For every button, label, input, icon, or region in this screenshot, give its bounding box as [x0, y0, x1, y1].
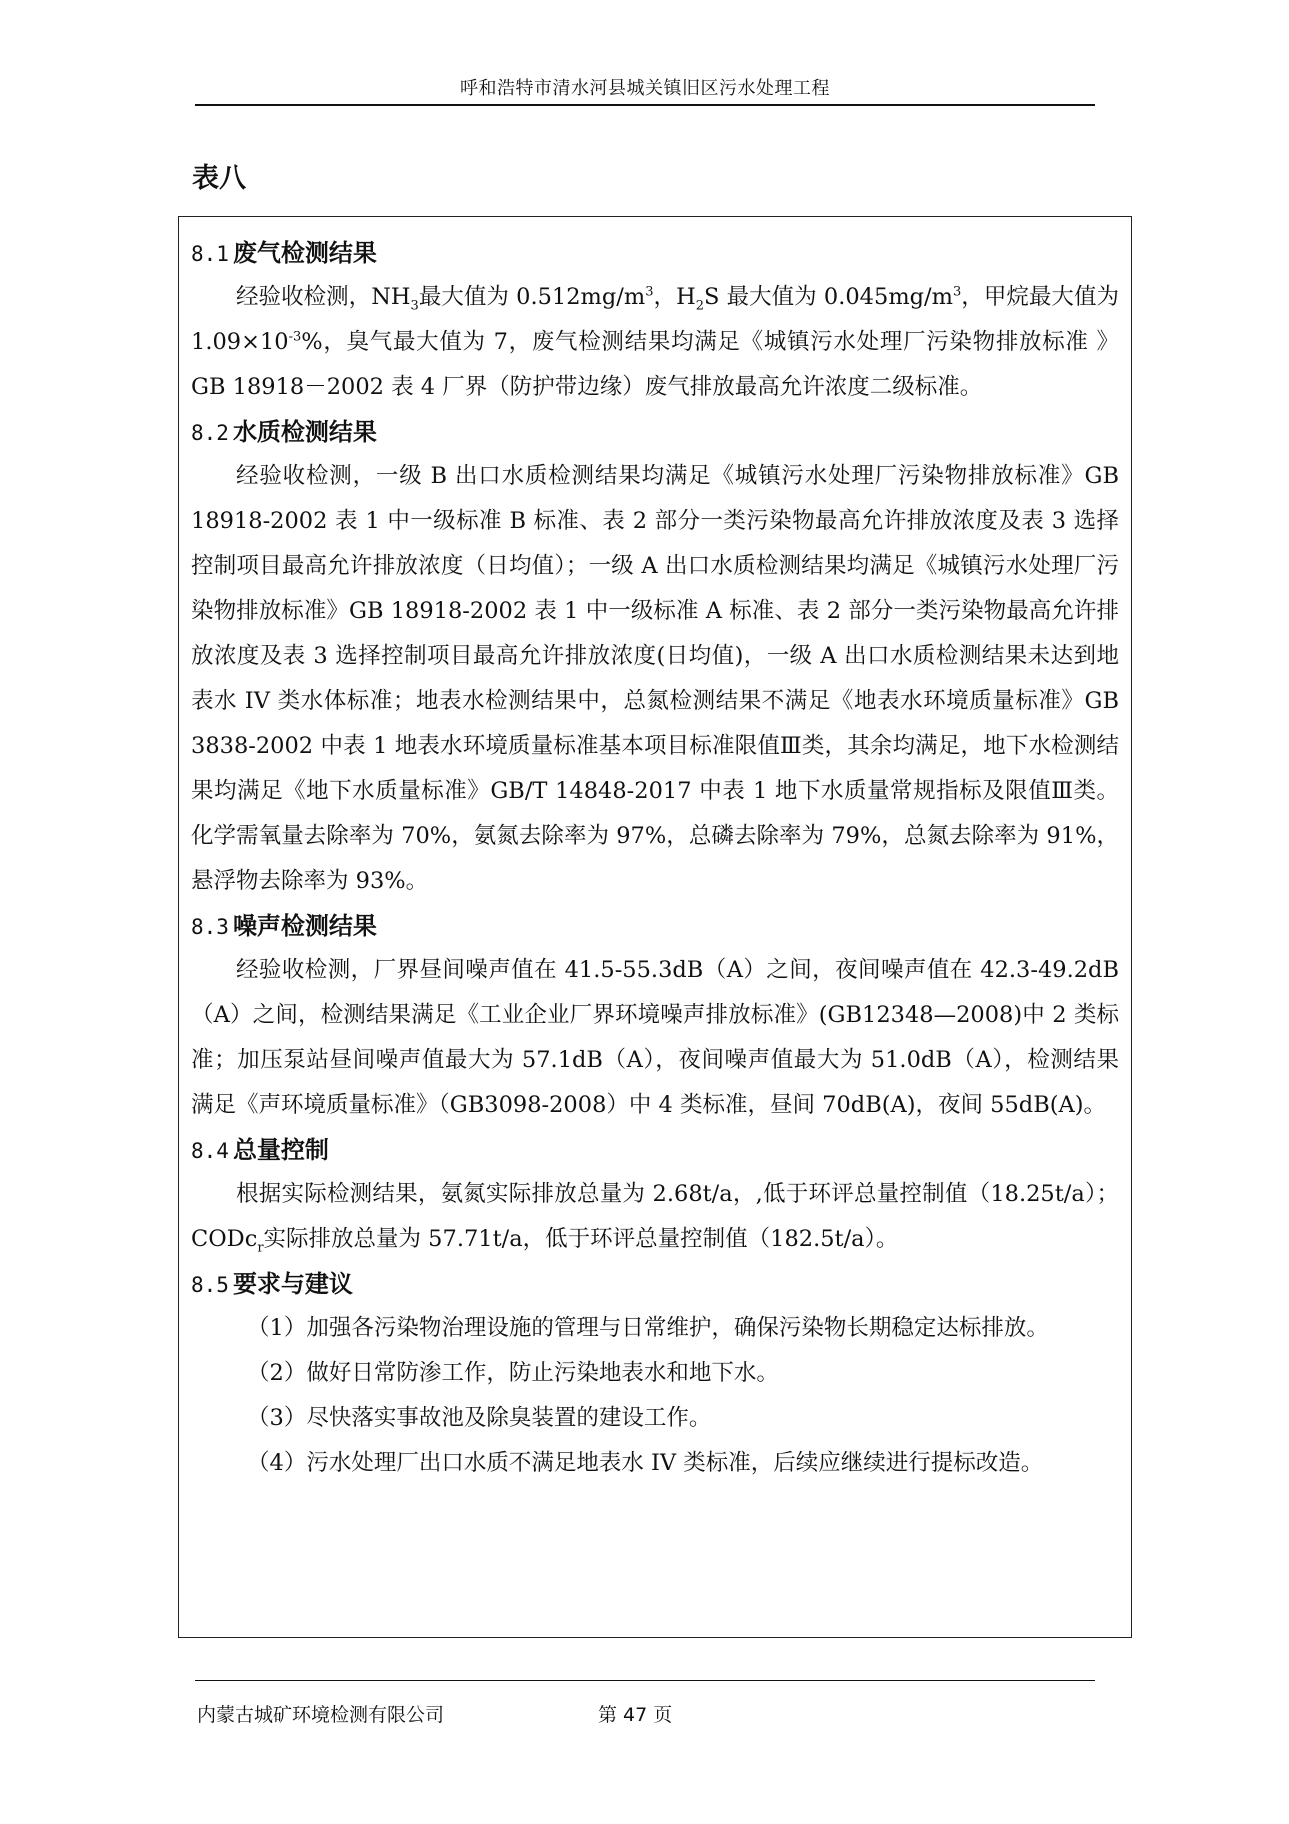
subscript: r	[257, 1240, 264, 1256]
section-title: 噪声检测结果	[232, 912, 377, 940]
subscript: 2	[695, 298, 704, 314]
footer-company: 内蒙古城矿环境检测有限公司	[197, 1704, 445, 1726]
content-box	[178, 216, 1132, 1638]
section-text-8-4	[191, 1172, 1119, 1262]
superscript: -3	[288, 329, 302, 345]
page-number: 第 47 页	[598, 1704, 673, 1726]
section-text-8-2: 经验收检测，一级 B 出口水质检测结果均满足《城镇污水处理厂污染物排放标准》GB 18918-2002 表 1 中一级标准 B 标准、表 2 部分一类污染物最高允许排放浓度及表 3 选择控制项目最高允许排放浓度（日均值）；一级 A 出口水质检测结果均满足《城镇污水处理厂污染物排放标准》GB 18918-2002 表 1 中一级标准 A 标准、表 2 部分一类污染物最高允许排放浓度及表 3 选择控制项目最高允许排放浓度(日均值)，一级 A 出口水质检测结果未达到地表水 IV 类水体标准；地表水检测结果中，总氮检测结果不满足《地表水环境质量标准》GB 3838-2002 中表 1 地表水环境质量标准基本项目标准限值Ⅲ类，其余均满足，地下水检测结果均满足《地下水质量标准》GB/T 14848-2017 中表 1 地下水质量常规指标及限值Ⅲ类。化学需氧量去除率为 70%，氨氮去除率为 97%，总磷去除率为 79%，总氮去除率为 91%，悬浮物去除率为 93%。	[191, 463, 1119, 894]
section-heading-8-4	[191, 1128, 1119, 1172]
section-title: 废气检测结果	[232, 239, 377, 267]
text-run: ，甲烷最大值为 1.09×10	[191, 284, 1119, 355]
page-header-title: 呼和浩特市清水河县城关镇旧区污水处理工程	[460, 78, 830, 99]
text-run: 实际排放总量为 57.71t/a，低于环评总量控制值（182.5t/a）。	[263, 1226, 899, 1252]
text-run: 最大值为 0.512mg/m	[418, 284, 646, 310]
table-label: 表八	[192, 163, 246, 194]
section-number: 8.5	[191, 1273, 229, 1297]
section-text-8-3: 经验收检测，厂界昼间噪声值在 41.5-55.3dB（A）之间，夜间噪声值在 42.3-49.2dB（A）之间，检测结果满足《工业企业厂界环境噪声排放标准》(GB12348—2008)中 2 类标准；加压泵站昼间噪声值最大为 57.1dB（A），夜间噪声值最大为 51.0dB（A），检测结果满足《声环境质量标准》（GB3098-2008）中 4 类标准，昼间 70dB(A)，夜间 55dB(A)。	[191, 957, 1119, 1118]
text-run: S 最大值为 0.045mg/m	[703, 284, 953, 310]
section-heading-8-5	[191, 1262, 1119, 1306]
superscript: 3	[952, 284, 962, 300]
section-title: 要求与建议	[232, 1270, 353, 1298]
suggestion-item: （2）做好日常防渗工作，防止污染地表水和地下水。	[247, 1360, 779, 1386]
section-text-8-1	[191, 275, 1119, 410]
subscript: 3	[410, 298, 419, 314]
superscript: 3	[645, 284, 654, 300]
text-run: %，臭气最大值为 7，废气检测结果均满足《城镇污水处理厂污染物排放标准 》GB 18918－2002 表 4 厂界（防护带边缘）废气排放最高允许浓度二级标准。	[191, 329, 1119, 400]
section-heading-8-2	[191, 410, 1119, 454]
header-divider	[195, 104, 1095, 106]
suggestion-item: （4）污水处理厂出口水质不满足地表水 IV 类标准，后续应继续进行提标改造。	[247, 1450, 1044, 1476]
text-run: 经验收检测，NH	[236, 284, 411, 310]
section-heading-8-3	[191, 904, 1119, 948]
section-number: 8.4	[191, 1139, 229, 1163]
suggestion-item: （3）尽快落实事故池及除臭装置的建设工作。	[247, 1405, 712, 1431]
section-number: 8.1	[191, 242, 229, 266]
section-title: 水质检测结果	[232, 418, 377, 446]
text-run: 根据实际检测结果，氨氮实际排放总量为 2.68t/a，,低于环评总量控制值（18.25t/a）；CODc	[191, 1181, 1119, 1252]
section-heading-8-1	[191, 231, 1119, 275]
section-number: 8.3	[191, 915, 229, 939]
section-title: 总量控制	[232, 1136, 329, 1164]
suggestion-item: （1）加强各污染物治理设施的管理与日常维护，确保污染物长期稳定达标排放。	[247, 1315, 1049, 1341]
text-run: ，H	[653, 284, 696, 310]
section-number: 8.2	[191, 421, 229, 445]
footer-divider	[195, 1680, 1095, 1681]
